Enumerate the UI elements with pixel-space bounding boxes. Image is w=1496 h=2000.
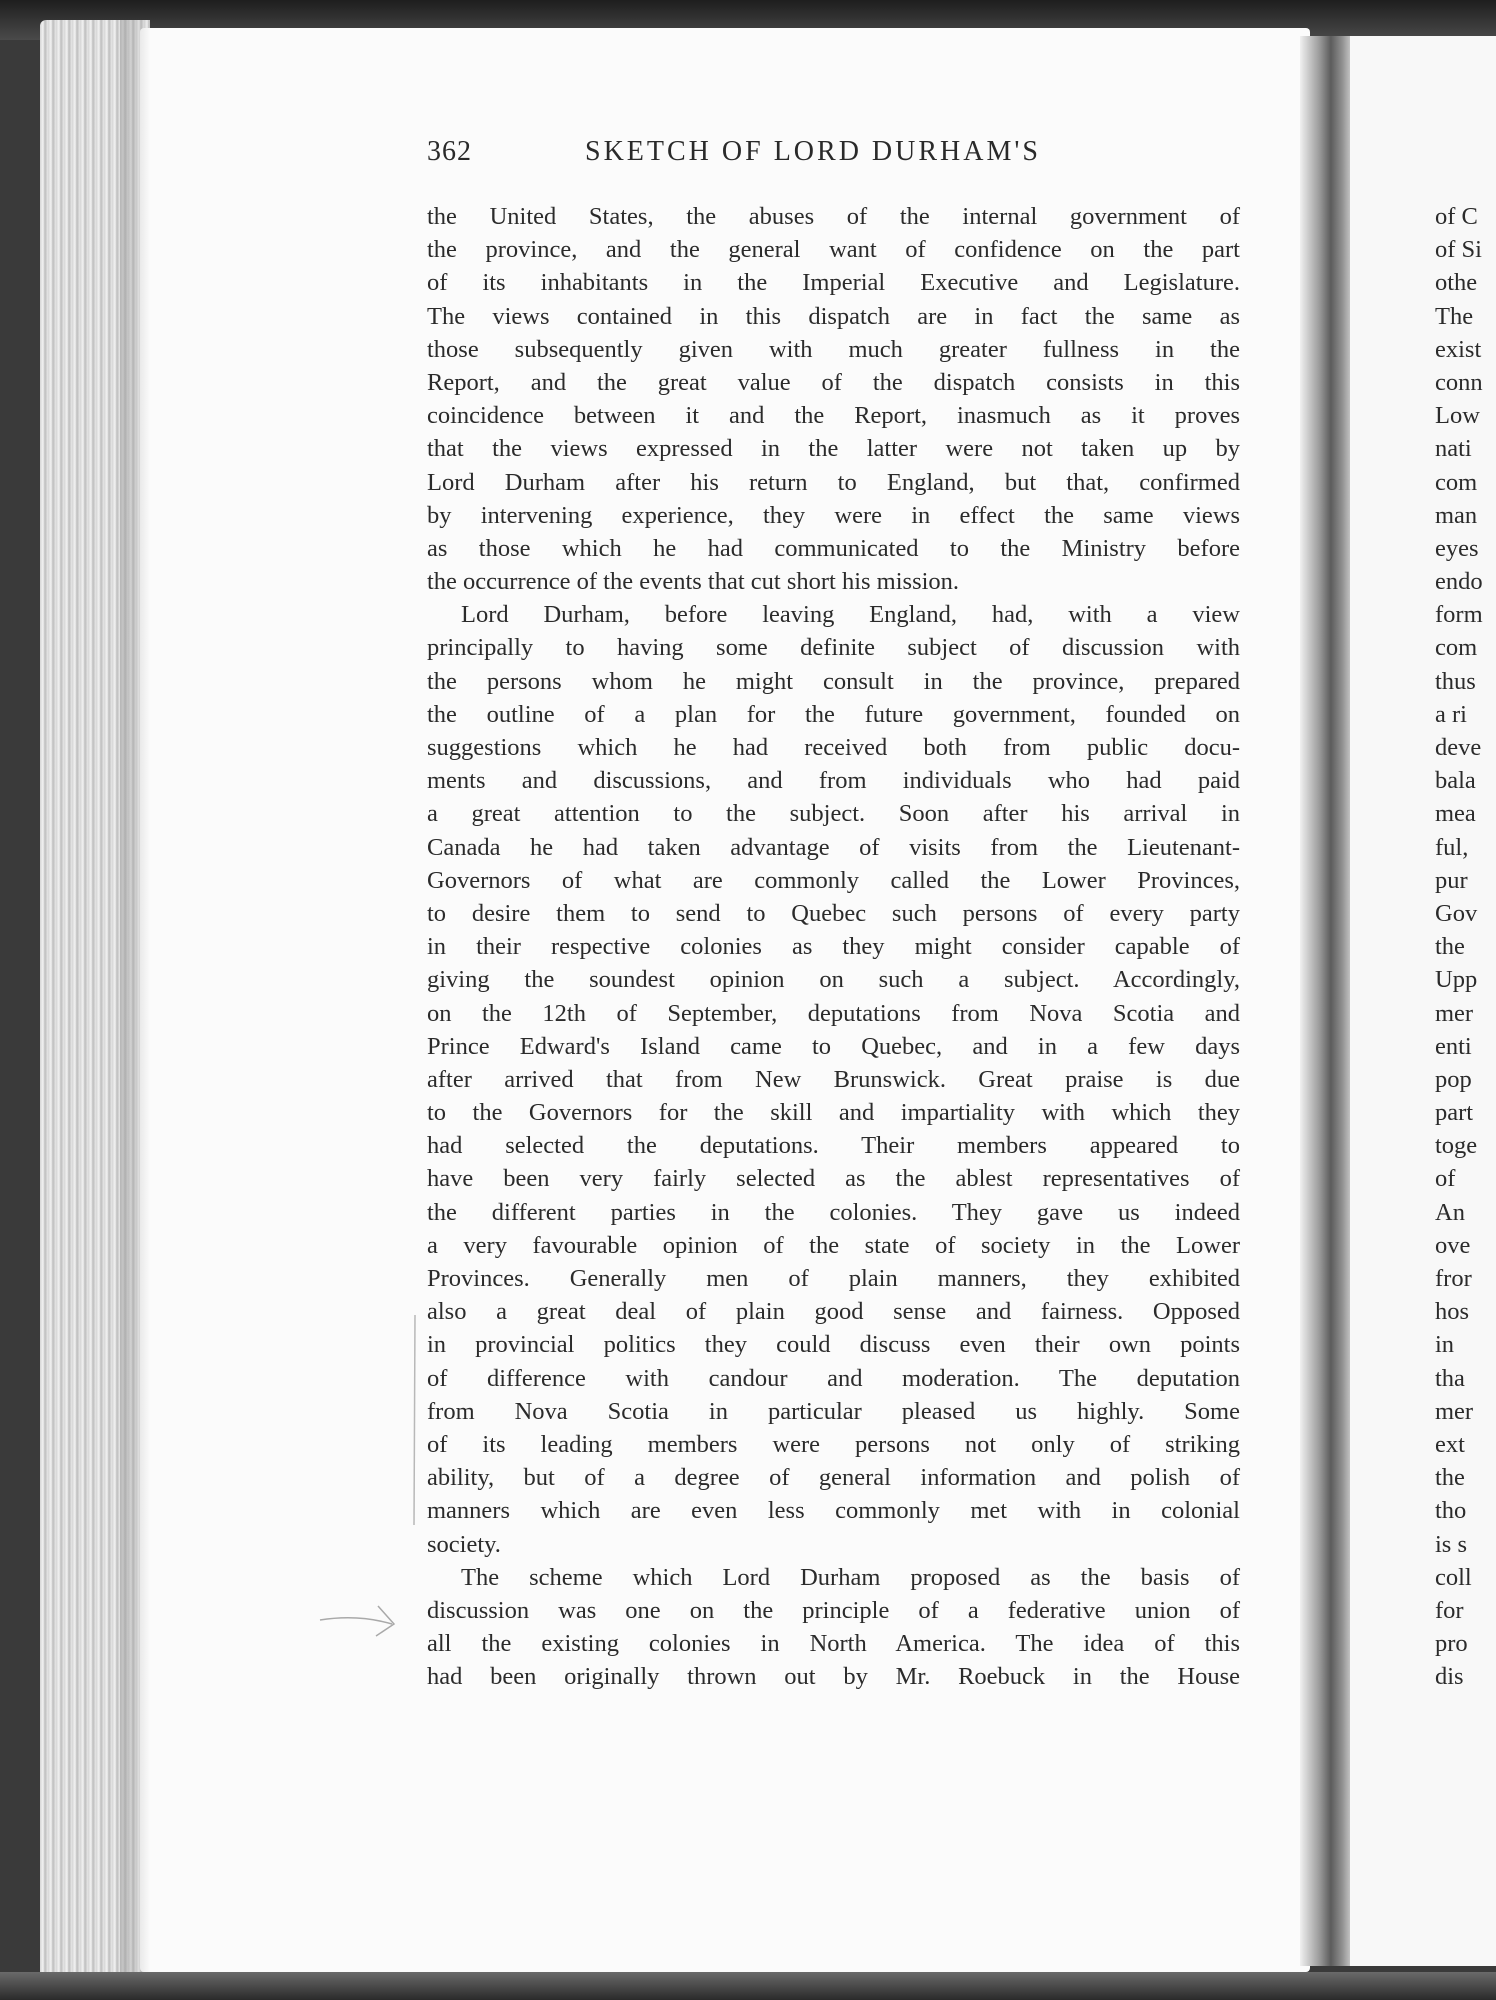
facing-text-fragment: nati: [1435, 435, 1472, 463]
text-line: all the existing colonies in North America. The idea of this: [427, 1630, 1240, 1658]
text-line: manners which are even less commonly met with in colonial: [427, 1497, 1240, 1525]
text-line: suggestions which he had received both from public docu-: [427, 734, 1240, 761]
facing-text-fragment: ful,: [1435, 833, 1469, 861]
facing-text-fragment: for: [1435, 1596, 1464, 1624]
facing-text-fragment: pur: [1435, 866, 1468, 894]
text-line: the province, and the general want of confidence on the part: [427, 236, 1240, 264]
text-line: the persons whom he might consult in the province, prepared: [427, 667, 1240, 695]
page-edge-shadow: [120, 20, 150, 1980]
facing-text-fragment: Low: [1435, 402, 1480, 430]
text-line: had been originally thrown out by Mr. Roebuck in the House: [427, 1663, 1240, 1691]
facing-text-fragment: of Si: [1435, 236, 1482, 264]
facing-text-fragment: fror: [1435, 1265, 1472, 1292]
body-text: [427, 200, 1240, 1693]
text-line: the outline of a plan for the future government, founded on: [427, 700, 1240, 728]
text-line: by intervening experience, they were in effect the same views: [427, 501, 1240, 529]
text-line: as those which he had communicated to the Ministry before: [427, 534, 1240, 562]
facing-text-fragment: a ri: [1435, 700, 1467, 728]
running-title: SKETCH OF LORD DURHAM'S: [585, 136, 1041, 167]
facing-text-fragment: thus: [1435, 667, 1476, 695]
facing-text-fragment: pro: [1435, 1630, 1468, 1658]
text-line: in provincial politics they could discuss even their own points: [427, 1331, 1240, 1359]
text-line: also a great deal of plain good sense and fairness. Opposed: [427, 1298, 1240, 1326]
facing-text-fragment: enti: [1435, 1032, 1472, 1060]
text-line: a very favourable opinion of the state of society in the Lower: [427, 1231, 1240, 1259]
facing-text-fragment: The: [1435, 302, 1474, 330]
facing-text-fragment: coll: [1435, 1563, 1472, 1591]
running-head: [427, 136, 1240, 176]
text-line: Prince Edward's Island came to Quebec, and in a few days: [427, 1032, 1240, 1060]
text-line: Report, and the great value of the dispatch consists in this: [427, 368, 1240, 396]
facing-text-fragment: toge: [1435, 1132, 1478, 1160]
facing-text-fragment: exist: [1435, 335, 1482, 363]
text-line: had selected the deputations. Their members appeared to: [427, 1132, 1240, 1160]
facing-text-fragment: is s: [1435, 1530, 1468, 1558]
text-line: of difference with candour and moderation. The deputation: [427, 1364, 1240, 1392]
facing-text-fragment: of C: [1435, 203, 1478, 230]
facing-text-fragment: the: [1435, 1464, 1465, 1492]
text-line: Canada he had taken advantage of visits from the Lieutenant-: [427, 833, 1240, 861]
text-line: those subsequently given with much greater fullness in the: [427, 335, 1240, 363]
facing-text-fragment: deve: [1435, 734, 1482, 761]
facing-text-fragment: of: [1435, 1165, 1456, 1193]
facing-text-fragment: com: [1435, 634, 1478, 662]
text-line: from Nova Scotia in particular pleased us highly. Some: [427, 1397, 1240, 1425]
text-line: of its inhabitants in the Imperial Executive and Legislature.: [427, 269, 1240, 297]
facing-text-fragment: Gov: [1435, 899, 1478, 927]
pencil-arrow-mark: [318, 1600, 398, 1640]
facing-text-fragment: com: [1435, 468, 1478, 496]
text-line: on the 12th of September, deputations from Nova Scotia and: [427, 999, 1240, 1027]
text-line: the different parties in the colonies. They gave us indeed: [427, 1198, 1240, 1226]
text-line: the United States, the abuses of the internal government of: [427, 203, 1240, 230]
facing-text-fragment: othe: [1435, 269, 1478, 297]
text-line: of its leading members were persons not only of striking: [427, 1430, 1240, 1458]
text-line: Lord Durham after his return to England, but that, confirmed: [427, 468, 1240, 496]
text-line: have been very fairly selected as the ablest representatives of: [427, 1165, 1240, 1193]
facing-text-fragment: An: [1435, 1198, 1465, 1226]
facing-text-fragment: ove: [1435, 1231, 1471, 1259]
facing-text-fragment: tho: [1435, 1497, 1467, 1525]
text-line: society.: [427, 1530, 501, 1558]
facing-text-fragment: bala: [1435, 767, 1476, 795]
book-gutter: [1300, 36, 1356, 1966]
facing-text-fragment: form: [1435, 601, 1483, 629]
text-line: Lord Durham, before leaving England, had, with a view: [461, 601, 1240, 629]
facing-text-fragment: the: [1435, 933, 1465, 961]
text-line: after arrived that from New Brunswick. Great praise is due: [427, 1065, 1240, 1093]
facing-text-fragment: eyes: [1435, 534, 1479, 562]
facing-text-fragment: mea: [1435, 800, 1476, 828]
facing-text-fragment: dis: [1435, 1663, 1464, 1691]
facing-page-text: [1435, 200, 1496, 1693]
text-line: to desire them to send to Quebec such persons of every party: [427, 899, 1240, 927]
text-line: Governors of what are commonly called the Lower Provinces,: [427, 866, 1240, 894]
facing-text-fragment: Upp: [1435, 966, 1478, 994]
text-line: to the Governors for the skill and impartiality with which they: [427, 1099, 1240, 1127]
text-line: that the views expressed in the latter were not taken up by: [427, 435, 1240, 463]
text-line: giving the soundest opinion on such a subject. Accordingly,: [427, 966, 1240, 994]
text-line: the occurrence of the events that cut short his mission.: [427, 568, 960, 596]
facing-text-fragment: mer: [1435, 999, 1474, 1027]
facing-text-fragment: hos: [1435, 1298, 1470, 1326]
facing-text-fragment: part: [1435, 1099, 1474, 1127]
facing-text-fragment: conn: [1435, 368, 1483, 396]
facing-text-fragment: man: [1435, 501, 1478, 529]
facing-text-fragment: pop: [1435, 1065, 1472, 1093]
pencil-margin-line: [412, 1315, 418, 1525]
text-line: Provinces. Generally men of plain manners, they exhibited: [427, 1265, 1240, 1292]
facing-text-fragment: ext: [1435, 1430, 1465, 1458]
text-line: ability, but of a degree of general information and polish of: [427, 1464, 1240, 1492]
facing-text-fragment: tha: [1435, 1364, 1465, 1392]
scan-border-bottom: [0, 1972, 1496, 2000]
facing-text-fragment: mer: [1435, 1397, 1474, 1425]
text-line: discussion was one on the principle of a federative union of: [427, 1596, 1240, 1624]
text-line: The scheme which Lord Durham proposed as the basis of: [461, 1563, 1240, 1591]
text-line: The views contained in this dispatch are in fact the same as: [427, 302, 1240, 330]
facing-text-fragment: endo: [1435, 568, 1483, 596]
text-line: coincidence between it and the Report, inasmuch as it proves: [427, 402, 1240, 430]
text-line: principally to having some definite subject of discussion with: [427, 634, 1240, 662]
text-line: in their respective colonies as they might consider capable of: [427, 933, 1240, 961]
page-number: 362: [427, 136, 472, 167]
facing-text-fragment: in: [1435, 1331, 1455, 1359]
text-line: a great attention to the subject. Soon after his arrival in: [427, 800, 1240, 828]
text-line: ments and discussions, and from individuals who had paid: [427, 767, 1240, 795]
